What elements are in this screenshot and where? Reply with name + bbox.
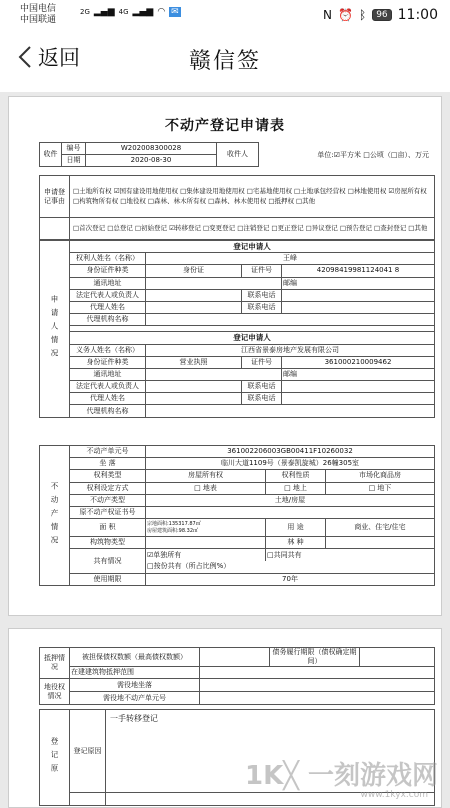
status-icons-left bbox=[80, 7, 181, 17]
estate-set-label: 权利设定方式 bbox=[70, 482, 146, 494]
reason-value: 一手转移登记 bbox=[106, 710, 435, 793]
obligor-legal-label: 法定代表人或负责人 bbox=[70, 381, 146, 393]
obligor-agency-label: 代理机构名称 bbox=[70, 405, 146, 417]
estate-unit: 361002206003GB00411F10260032 bbox=[146, 446, 435, 458]
wifi-icon: ◠ bbox=[157, 7, 166, 17]
signal2-icon: ▂▄▆ bbox=[132, 7, 154, 17]
obligor-zip-label: 邮编 bbox=[282, 368, 435, 380]
estate-side-label: 不动产情况 bbox=[40, 446, 70, 586]
nfc-icon: N bbox=[323, 8, 333, 22]
unit-text: 单位:☑平方米 □公顷（□亩）、万元 bbox=[317, 151, 429, 159]
estate-use: 商业、住宅/住宅 bbox=[326, 519, 435, 537]
holder-name-label: 权利人姓名（名称） bbox=[70, 253, 146, 265]
receipt-label: 收件 bbox=[40, 143, 62, 167]
battery-icon: 96 bbox=[372, 9, 391, 21]
net-2: 4G bbox=[118, 8, 129, 16]
notification-icon: ✉ bbox=[171, 7, 179, 17]
estate-type: 房屋所有权 bbox=[146, 470, 266, 482]
holder-agency-label: 代理机构名称 bbox=[70, 314, 146, 326]
estate-cert-label: 原不动产权证书号 bbox=[70, 506, 146, 518]
holder-agent-phone-label: 联系电话 bbox=[242, 301, 282, 313]
obligor-agent-phone-label: 联系电话 bbox=[242, 393, 282, 405]
obligor-name: 江西省景泰房地产发展有限公司 bbox=[146, 344, 435, 356]
alarm-icon: ⏰ bbox=[338, 8, 353, 22]
receipt-date: 2020-08-30 bbox=[86, 155, 217, 167]
holder-phone-label: 联系电话 bbox=[242, 289, 282, 301]
status-bar bbox=[0, 0, 450, 30]
holder-legal-label: 法定代表人或负责人 bbox=[70, 289, 146, 301]
holder-zip-label: 邮编 bbox=[282, 277, 435, 289]
estate-struct-label: 构筑物类型 bbox=[70, 537, 146, 549]
estate-nature: 市场化商品房 bbox=[326, 470, 435, 482]
holder-idno: 42098419981124041 8 bbox=[282, 265, 435, 277]
watermark-url: www.1kyx.com bbox=[360, 790, 428, 800]
holder-agent-label: 代理人姓名 bbox=[70, 301, 146, 313]
estate-set-below: □ 地下 bbox=[326, 482, 435, 494]
estate-share-single: ☑单独所有 bbox=[146, 549, 266, 561]
estate-unit-label: 不动产单元号 bbox=[70, 446, 146, 458]
receiver-label: 收件人 bbox=[217, 143, 259, 167]
obligor-idtype-label: 身份证件种类 bbox=[70, 356, 146, 368]
watermark-logo: 1K╳ 一刻游戏网 bbox=[245, 761, 438, 791]
estate-loc-label: 坐 落 bbox=[70, 458, 146, 470]
obligor-addr-label: 通讯地址 bbox=[70, 368, 146, 380]
estate-table bbox=[39, 445, 435, 586]
estate-set-above: □ 地上 bbox=[266, 482, 326, 494]
holder-idtype: 身份证 bbox=[146, 265, 242, 277]
estate-share-joint: □共同共有 bbox=[266, 549, 435, 561]
estate-set-surface: □ 地表 bbox=[146, 482, 266, 494]
carrier-1: 中国电信 bbox=[20, 4, 57, 14]
receipt-table bbox=[39, 142, 259, 167]
net-1: 2G bbox=[80, 8, 90, 16]
mortgage-amount-label: 被担保债权数额（最高债权数额） bbox=[70, 648, 200, 667]
mortgage-range-label: 在建建筑物抵押范围 bbox=[70, 667, 200, 679]
carrier-info bbox=[20, 4, 56, 26]
registration-side-label: 登记原 bbox=[40, 710, 70, 806]
holder-addr-label: 通讯地址 bbox=[70, 277, 146, 289]
estate-area-building: 房屋建筑面积:98.32㎡ bbox=[147, 527, 198, 534]
easement-loc-label: 需役地坐落 bbox=[70, 679, 200, 692]
holder-idtype-label: 身份证件种类 bbox=[70, 265, 146, 277]
mortgage-term-label: 债务履行期限（债权确定期间） bbox=[270, 648, 360, 667]
estate-area-label: 面 积 bbox=[70, 519, 146, 537]
easement-label: 地役权情况 bbox=[40, 679, 70, 705]
obligor-phone-label: 联系电话 bbox=[242, 381, 282, 393]
estate-share-label: 共有情况 bbox=[70, 549, 146, 573]
holder-idno-label: 证件号 bbox=[242, 265, 282, 277]
page-title: 赣信签 bbox=[188, 49, 261, 74]
estate-nature-label: 权利性质 bbox=[266, 470, 326, 482]
mortgage-label: 抵押情况 bbox=[40, 648, 70, 679]
obligor-agent-label: 代理人姓名 bbox=[70, 393, 146, 405]
applicant-table bbox=[39, 240, 435, 418]
document-page-1 bbox=[8, 96, 442, 616]
date-label: 日期 bbox=[62, 155, 86, 167]
estate-type-label: 权利类型 bbox=[70, 470, 146, 482]
signal-icon: ▂▄▆ bbox=[93, 7, 115, 17]
apply-options-rights: □土地所有权 ☑国有建设用地使用权 □集体建设用地使用权 □宅基地使用权 □土地承包经营权 □林地使用权 ☑房屋所有权 □构筑物所有权 □地役权 □森林、林木所有权 □森林、林木使用权 □抵押权 □其他 bbox=[70, 176, 435, 218]
obligor-idno-label: 证件号 bbox=[242, 356, 282, 368]
estate-share-portion: □按份共有（所占比例%） bbox=[146, 561, 435, 573]
no-label: 编号 bbox=[62, 143, 86, 155]
bluetooth-icon: ᛒ bbox=[358, 8, 367, 22]
estate-term-label: 使用期限 bbox=[70, 573, 146, 585]
document-title: 不动产登记申请表 bbox=[165, 118, 285, 134]
reason-label: 登记原因 bbox=[70, 710, 106, 793]
estate-use-label: 用 途 bbox=[266, 519, 326, 537]
estate-term: 70年 bbox=[146, 573, 435, 585]
carrier-2: 中国联通 bbox=[20, 15, 57, 25]
estate-kind: 土地/房屋 bbox=[146, 494, 435, 506]
mortgage-table bbox=[39, 647, 435, 705]
obligor-name-label: 义务人姓名（名称） bbox=[70, 344, 146, 356]
back-label: 返回 bbox=[38, 46, 80, 70]
nav-bar bbox=[0, 30, 450, 92]
status-icons-right bbox=[323, 7, 438, 23]
holder-section-title: 登记申请人 bbox=[70, 241, 435, 253]
obligor-section-title: 登记申请人 bbox=[70, 332, 435, 344]
estate-loc: 临川大道1109号（景泰凯旋城）26幢305室 bbox=[146, 458, 435, 470]
clock: 11:00 bbox=[397, 7, 438, 23]
apply-label: 申请登记事由 bbox=[40, 176, 70, 218]
apply-table bbox=[39, 175, 435, 240]
holder-name: 王峰 bbox=[146, 253, 435, 265]
obligor-idno: 361000210009462 bbox=[282, 356, 435, 368]
apply-options-types: □首次登记 □总登记 □初始登记 ☑转移登记 □变更登记 □注销登记 □更正登记 □异议登记 □预告登记 □查封登记 □其他 bbox=[70, 218, 435, 240]
obligor-idtype: 营业执照 bbox=[146, 356, 242, 368]
estate-forest-label: 林 种 bbox=[266, 537, 326, 549]
applicant-side-label: 申请人情况 bbox=[40, 241, 70, 418]
receipt-no: W202008300028 bbox=[86, 143, 217, 155]
easement-unit-label: 需役地不动产单元号 bbox=[70, 692, 200, 705]
estate-area-land: 宗地面积:135317.87㎡ bbox=[147, 520, 201, 527]
estate-kind-label: 不动产类型 bbox=[70, 494, 146, 506]
